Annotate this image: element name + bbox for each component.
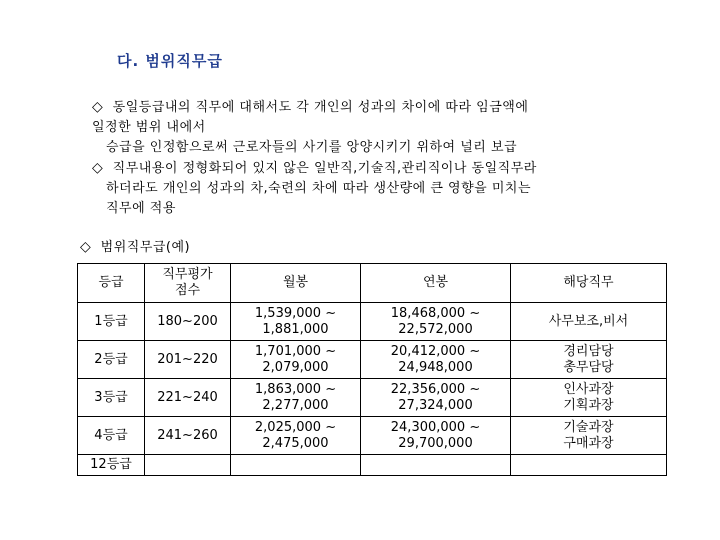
cell-monthly (231, 455, 361, 476)
cell-grade: 4등급 (78, 417, 145, 455)
bullet-2-line-3: 직무에 적용 (106, 201, 176, 216)
cell-monthly: 1,701,000 ~ 2,079,000 (231, 341, 361, 379)
header-score: 직무평가 점수 (145, 264, 231, 303)
cell-monthly: 1,539,000 ~ 1,881,000 (231, 303, 361, 341)
table-row (78, 417, 667, 455)
cell-grade: 1등급 (78, 303, 145, 341)
bullet-1-line-3: 승급을 인정함으로써 근로자들의 사기를 앙양시키기 위하여 널리 보급 (106, 140, 518, 155)
bullet-2-line-1: ◇ 직무내용이 정형화되어 있지 않은 일반직,기술직,관리직이나 동일직무라 (92, 160, 537, 176)
cell-monthly: 1,863,000 ~ 2,277,000 (231, 379, 361, 417)
cell-jobs: 경리담당 총무담당 (511, 341, 667, 379)
header-monthly: 월봉 (231, 264, 361, 303)
cell-score (145, 455, 231, 476)
cell-jobs (511, 455, 667, 476)
table-header-row (78, 264, 667, 303)
cell-annual: 18,468,000 ~ 22,572,000 (361, 303, 511, 341)
cell-jobs: 사무보조,비서 (511, 303, 667, 341)
cell-annual: 20,412,000 ~ 24,948,000 (361, 341, 511, 379)
header-jobs: 해당직무 (511, 264, 667, 303)
example-heading: ◇ 범위직무급(예) (80, 239, 191, 255)
table-row (78, 455, 667, 476)
table-row (78, 379, 667, 417)
bullet-1-line-2: 일정한 범위 내에서 (92, 120, 206, 135)
diamond-bullet-icon: ◇ (80, 239, 92, 255)
header-grade: 등급 (78, 264, 145, 303)
cell-annual: 24,300,000 ~ 29,700,000 (361, 417, 511, 455)
bullet-1-line-1: ◇ 동일등급내의 직무에 대해서도 각 개인의 성과의 차이에 따라 임금액에 (92, 99, 529, 115)
cell-score: 241~260 (145, 417, 231, 455)
cell-score: 201~220 (145, 341, 231, 379)
cell-score: 180~200 (145, 303, 231, 341)
cell-grade: 12등급 (78, 455, 145, 476)
cell-grade: 2등급 (78, 341, 145, 379)
cell-annual (361, 455, 511, 476)
table-row (78, 303, 667, 341)
cell-jobs: 기술과장 구매과장 (511, 417, 667, 455)
table-row (78, 341, 667, 379)
cell-monthly: 2,025,000 ~ 2,475,000 (231, 417, 361, 455)
grade-table (77, 263, 667, 476)
diamond-bullet-icon: ◇ (92, 99, 104, 115)
diamond-bullet-icon: ◇ (92, 160, 104, 176)
section-title: 다. 범위직무급 (117, 52, 223, 70)
header-annual: 연봉 (361, 264, 511, 303)
cell-score: 221~240 (145, 379, 231, 417)
bullet-list (88, 97, 688, 219)
cell-jobs: 인사과장 기획과장 (511, 379, 667, 417)
cell-annual: 22,356,000 ~ 27,324,000 (361, 379, 511, 417)
cell-grade: 3등급 (78, 379, 145, 417)
bullet-2-line-2: 하더라도 개인의 성과의 차,숙련의 차에 따라 생산량에 큰 영향을 미치는 (106, 181, 532, 196)
